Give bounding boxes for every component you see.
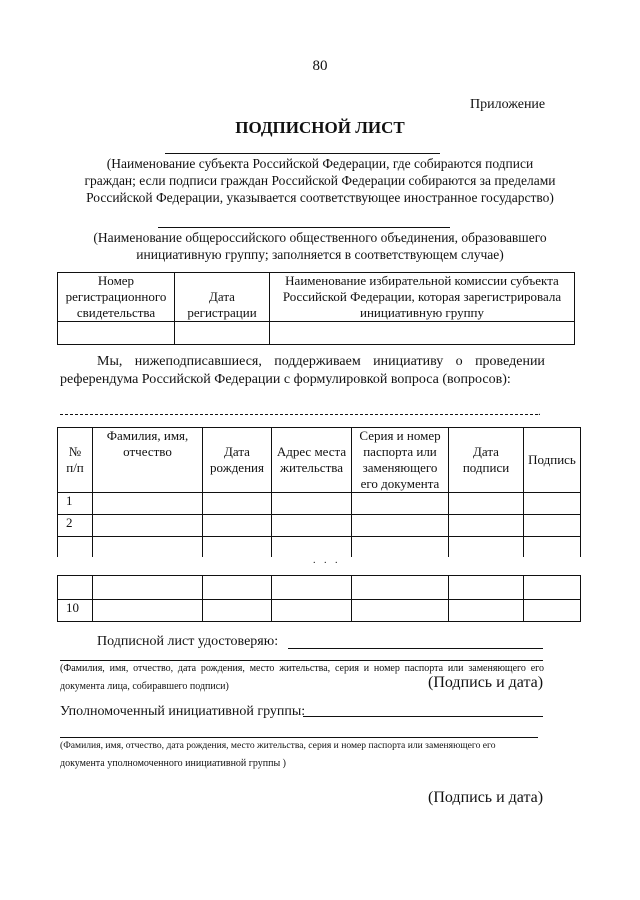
table-row	[58, 576, 581, 600]
header-line: Дата	[224, 444, 250, 459]
signature-date-label-1: (Подпись и дата)	[428, 674, 544, 691]
registration-table	[57, 272, 575, 345]
passport-cell[interactable]	[352, 515, 449, 537]
association-note-line: (Наименование общероссийского общественного объединения, образовавшего	[93, 230, 547, 245]
sign-date-cell[interactable]	[449, 537, 524, 557]
collector-note-line-1: (Фамилия, имя, отчество, дата рождения, место жительства, серия и номер паспорта или заменяющего его	[60, 663, 544, 674]
header-line: рождения	[210, 460, 264, 475]
header-line: подписи	[462, 460, 510, 475]
sign-date-cell[interactable]	[449, 600, 524, 622]
birthdate-cell[interactable]	[203, 493, 272, 515]
table-row	[58, 515, 581, 537]
header-line: Российской Федерации, которая зарегистрировала	[282, 289, 562, 304]
page-number: 80	[312, 58, 328, 74]
collector-note-line-2: документа лица, собиравшего подписи)	[60, 681, 229, 692]
appendix-label: Приложение	[470, 97, 546, 112]
header-line: свидетельства	[76, 305, 156, 320]
support-word: проведении	[475, 354, 545, 369]
header-line: №	[68, 444, 82, 459]
fullname-header	[93, 428, 203, 493]
address-cell[interactable]	[272, 537, 352, 557]
passport-header	[352, 428, 449, 493]
sign-date-header	[449, 428, 524, 493]
header-line: п/п	[66, 460, 84, 475]
authorized-line[interactable]	[303, 716, 543, 717]
address-cell[interactable]	[272, 515, 352, 537]
birthdate-cell[interactable]	[203, 515, 272, 537]
signature-cell[interactable]	[524, 515, 581, 537]
address-cell[interactable]	[272, 600, 352, 622]
header-line: Дата	[473, 444, 499, 459]
birthdate-cell[interactable]	[203, 537, 272, 557]
header-line: Дата	[209, 289, 235, 304]
row-number: 1	[58, 493, 93, 515]
header-line: паспорта или	[363, 444, 437, 459]
support-word: нижеподписавшиеся,	[134, 354, 262, 369]
header-line: Номер	[97, 273, 135, 288]
passport-cell[interactable]	[352, 493, 449, 515]
birthdate-cell[interactable]	[203, 576, 272, 600]
fullname-cell[interactable]	[93, 493, 203, 515]
birthdate-header	[203, 428, 272, 493]
signature-cell[interactable]	[524, 493, 581, 515]
question-text-line[interactable]	[60, 414, 538, 415]
number-header	[58, 428, 93, 493]
signature-cell[interactable]	[524, 576, 581, 600]
header-line: жительства	[280, 460, 343, 475]
table-row	[58, 600, 581, 622]
header-line: регистрации	[187, 305, 257, 320]
header-line: заменяющего	[362, 460, 438, 475]
row-number	[58, 537, 93, 557]
support-text-line-1	[97, 353, 545, 371]
header-line: регистрационного	[65, 289, 167, 304]
address-cell[interactable]	[272, 493, 352, 515]
header-line: Наименование избирательной комиссии субъекта	[285, 273, 559, 288]
fullname-cell[interactable]	[93, 515, 203, 537]
sign-date-cell[interactable]	[449, 576, 524, 600]
support-word: о	[455, 354, 463, 369]
sign-date-cell[interactable]	[449, 515, 524, 537]
certify-label: Подписной лист удостоверяю:	[97, 634, 279, 649]
header-line: Подпись	[528, 452, 576, 467]
signature-cell[interactable]	[524, 600, 581, 622]
header-line: Серия и номер	[359, 428, 441, 443]
fullname-cell[interactable]	[93, 537, 203, 557]
header-line: его документа	[360, 476, 440, 491]
signatures-table	[57, 427, 581, 557]
row-number	[58, 576, 93, 600]
passport-cell[interactable]	[352, 600, 449, 622]
signature-header	[524, 428, 581, 493]
header-line: Адрес места	[276, 444, 347, 459]
signature-cell[interactable]	[524, 537, 581, 557]
address-cell[interactable]	[272, 576, 352, 600]
row-number: 2	[58, 515, 93, 537]
passport-cell[interactable]	[352, 576, 449, 600]
support-word: поддерживаем	[274, 354, 361, 369]
birthdate-cell[interactable]	[203, 600, 272, 622]
sign-date-cell[interactable]	[449, 493, 524, 515]
association-name-line[interactable]	[158, 227, 450, 228]
commission-name-header	[270, 273, 575, 322]
table-row	[58, 493, 581, 515]
table-row	[58, 537, 581, 557]
address-header	[272, 428, 352, 493]
header-line: инициативную группу	[360, 305, 484, 320]
signature-date-label-2: (Подпись и дата)	[428, 789, 544, 806]
certify-line[interactable]	[288, 648, 543, 649]
support-word: инициативу	[373, 354, 444, 369]
passport-cell[interactable]	[352, 537, 449, 557]
authorized-note-line-1: (Фамилия, имя, отчество, дата рождения, место жительства, серия и номер паспорта или заменяющего его	[60, 740, 496, 751]
subject-note-line: граждан; если подписи граждан Российской Федерации собираются за пределами	[84, 173, 556, 188]
question-line-end-dot: .	[538, 406, 541, 418]
header-line: отчество	[123, 444, 172, 459]
header-line: Фамилия, имя,	[106, 428, 189, 443]
subject-note	[50, 155, 590, 206]
association-note	[50, 229, 590, 263]
support-text-line-2: референдума Российской Федерации с формулировкой вопроса (вопросов):	[60, 372, 511, 387]
subject-note-line: (Наименование субъекта Российской Федерации, где собираются подписи	[106, 156, 534, 171]
subject-name-line[interactable]	[165, 153, 440, 154]
commission-name-cell[interactable]	[270, 322, 575, 345]
fullname-cell[interactable]	[93, 576, 203, 600]
association-note-line: инициативную группу; заполняется в соответствующем случае)	[136, 247, 504, 262]
support-word: Мы,	[97, 354, 123, 369]
reg-date-header	[175, 273, 270, 322]
ellipsis-rows-omitted: . . .	[313, 555, 341, 566]
row-number: 10	[58, 600, 93, 622]
reg-number-header	[58, 273, 175, 322]
authorized-label: Уполномоченный инициативной группы:	[60, 704, 306, 719]
subject-note-line: Российской Федерации, указывается соответствующее иностранное государство)	[86, 190, 554, 205]
fullname-cell[interactable]	[93, 600, 203, 622]
reg-number-cell[interactable]	[58, 322, 175, 345]
reg-date-cell[interactable]	[175, 322, 270, 345]
document-title: ПОДПИСНОЙ ЛИСТ	[235, 118, 405, 137]
authorized-note-line-2: документа уполномоченного инициативной группы )	[60, 758, 286, 769]
signatures-table-continued	[57, 575, 581, 622]
